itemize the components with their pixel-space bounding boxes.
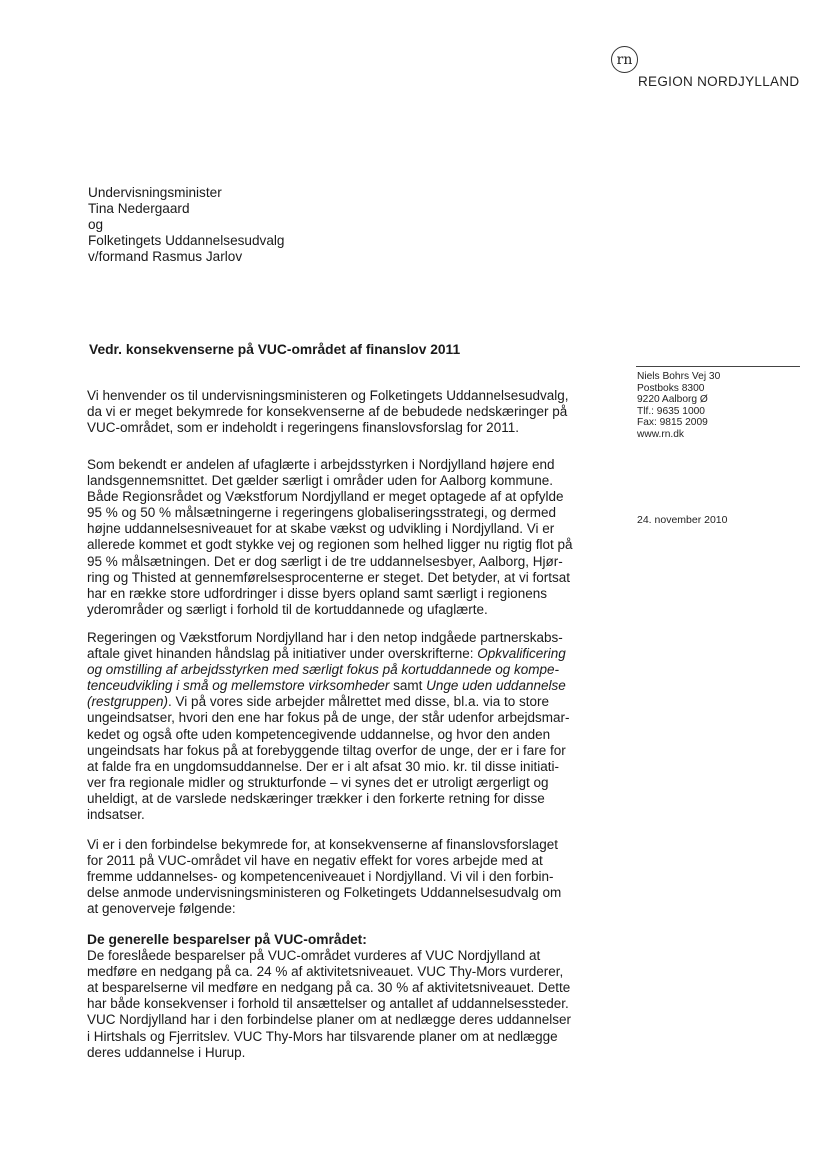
- text-line: højne uddannelsesniveauet for at skabe vækst og udvikling i Nordjylland. Vi er: [87, 521, 555, 537]
- text-line: allerede kommet et godt stykke vej og regionen som helhed ligger nu rigtig flot på: [87, 537, 573, 553]
- italic-text: Opkvalificering: [477, 646, 566, 662]
- text-line: delse anmode undervisningsministeren og Folketingets Uddannelsesudvalg om: [87, 885, 562, 901]
- italic-text: (restgruppen): [87, 694, 169, 710]
- text-line: VUC-området, som er indeholdt i regeringens finanslovsforslag for 2011.: [87, 420, 519, 436]
- text-line: at genoverveje følgende:: [87, 901, 236, 917]
- text-line: Vi henvender os til undervisningsministeren og Folketingets Uddannelsesudvalg,: [87, 388, 569, 403]
- text-line: [87, 678, 570, 694]
- recipient-line: og: [88, 217, 104, 232]
- text-line: fremme uddannelses- og kompetenceniveauet i Nordjylland. Vi vil i den forbin-: [87, 869, 554, 885]
- text-line: ver fra regionale midler og strukturfonde – vi synes det er utroligt ærgerligt og: [87, 774, 549, 790]
- text-line: ring og Thisted at gennemførelsesprocenterne er steget. Det betyder, at vi fortsat: [87, 569, 571, 585]
- italic-text: Unge uden uddannelse: [426, 678, 566, 694]
- italic-text: tenceudvikling i små og mellemstore virksomheder: [87, 678, 390, 694]
- text-line: har både konsekvenser i forhold til ansættelser og antallet af uddannelsessteder.: [87, 996, 569, 1012]
- section-heading: De generelle besparelser på VUC-området:: [87, 932, 367, 947]
- text-line: for 2011 på VUC-området vil have en negativ effekt for vores arbejde med at: [87, 853, 543, 869]
- letter-subject: Vedr. konsekvenserne på VUC-området af finanslov 2011: [89, 342, 461, 357]
- recipient-address: [88, 185, 284, 265]
- body-paragraph-1: [87, 388, 569, 436]
- text-line: at falde fra en ungdomsuddannelse. Der er i alt afsat 30 mio. kr. til disse initiati-: [87, 758, 559, 774]
- contact-line: Postboks 8300: [637, 382, 705, 394]
- text-line: ungeindsats har fokus på at forebyggende tiltag overfor de unge, der er i fare for: [87, 742, 566, 758]
- organization-name: REGION NORDJYLLAND: [638, 74, 800, 89]
- text-line: landsgennemsnittet. Det gælder særligt i områder uden for Aalborg kommune.: [87, 473, 553, 489]
- sidebar-divider: [636, 366, 800, 367]
- body-paragraph-3: [87, 630, 570, 823]
- text-line: har en række store udfordringer i disse byers opland samt særligt i regionens: [87, 585, 547, 601]
- text-line: at besparelserne vil medføre en nedgang på ca. 30 % af aktivitetsniveauet. Dette: [87, 980, 571, 996]
- text-line: 95 % og 50 % målsætningerne i regeringens globaliseringsstrategi, og dermed: [87, 505, 557, 521]
- body-paragraph-4: [87, 837, 561, 917]
- contact-line: Tlf.: 9635 1000: [637, 405, 705, 417]
- recipient-line: v/formand Rasmus Jarlov: [88, 249, 243, 264]
- body-paragraph-2: [87, 457, 573, 618]
- text-span: . Vi på vores side arbejder målrettet med disse, bl.a. via to store: [168, 694, 549, 710]
- region-logo: [609, 46, 799, 96]
- text-line: indsatser.: [87, 807, 145, 823]
- text-line: da vi er meget bekymrede for konsekvenserne af de bebudede nedskæringer på: [87, 404, 568, 420]
- rn-logo-icon: rn: [611, 46, 638, 73]
- text-line: ungeindsatser, hvori den ene har fokus på de unge, der står udenfor arbejdsmar-: [87, 710, 570, 726]
- sender-contact-info: [637, 371, 720, 440]
- text-line: deres uddannelse i Hurup.: [87, 1044, 246, 1060]
- text-line: Som bekendt er andelen af ufaglærte i arbejdsstyrken i Nordjylland højere end: [87, 457, 555, 472]
- text-line: i Hirtshals og Fjerritslev. VUC Thy-Mors har tilsvarende planer om at nedlægge: [87, 1028, 558, 1044]
- text-span: aftale givet hinanden håndslag på initiativer under overskrifterne:: [87, 646, 478, 662]
- contact-line: Niels Bohrs Vej 30: [637, 371, 721, 382]
- recipient-line: Tina Nedergaard: [88, 201, 190, 216]
- text-line: uheldigt, at de varslede nedskæringer trækker i den forkerte retning for disse: [87, 790, 545, 806]
- text-span: samt: [389, 678, 427, 694]
- text-line: VUC Nordjylland har i den forbindelse planer om at nedlægge deres uddannelser: [87, 1012, 572, 1028]
- text-line: Både Regionsrådet og Vækstforum Nordjylland er meget optagede af at opfylde: [87, 489, 564, 505]
- contact-line: 9220 Aalborg Ø: [637, 394, 708, 405]
- contact-line: www.rn.dk: [637, 428, 684, 440]
- recipient-line: Undervisningsminister: [88, 185, 222, 200]
- text-line: 95 % målsætningen. Det er dog særligt i de tre uddannelsesbyer, Aalborg, Hjør-: [87, 553, 563, 569]
- text-line: Vi er i den forbindelse bekymrede for, at konsekvenserne af finanslovsforslaget: [87, 837, 559, 852]
- text-line: [87, 662, 570, 678]
- text-line: yderområder og særligt i forhold til de kortuddannede og ufaglærte.: [87, 601, 488, 617]
- text-line: [87, 694, 570, 710]
- body-paragraph-5: [87, 932, 571, 1061]
- italic-text: og omstilling af arbejdsstyrken med særligt fokus på kortuddannede og kompe-: [87, 662, 559, 678]
- text-line: Regeringen og Vækstforum Nordjylland har i den netop indgåede partnerskabs-: [87, 630, 563, 645]
- text-line: medføre en nedgang på ca. 24 % af aktivitetsniveauet. VUC Thy-Mors vurderer,: [87, 964, 564, 980]
- text-line: De foreslåede besparelser på VUC-området vurderes af VUC Nordjylland at: [87, 948, 541, 964]
- recipient-line: Folketingets Uddannelsesudvalg: [88, 233, 285, 248]
- text-line: kedet og også ofte uden kompetencegivende uddannelse, og hvor den anden: [87, 726, 551, 742]
- letter-date: 24. november 2010: [637, 514, 728, 526]
- text-line: [87, 646, 570, 662]
- contact-line: Fax: 9815 2009: [637, 417, 708, 428]
